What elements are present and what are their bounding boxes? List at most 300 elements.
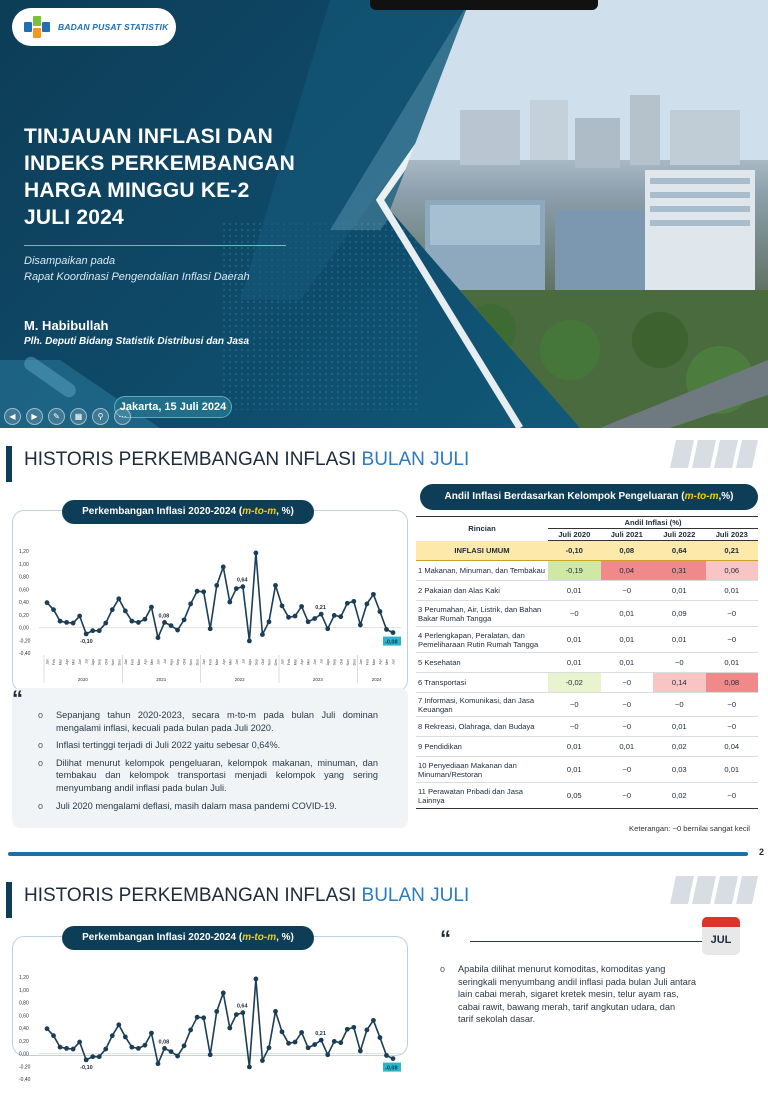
cell: 0,04: [601, 561, 654, 581]
chart-title-em: m-to-m: [242, 506, 277, 517]
data-point: [195, 1015, 200, 1020]
cell: 0,04: [706, 737, 759, 757]
x-tick-label: Apr: [221, 659, 226, 665]
table-row: [416, 673, 758, 693]
cell: ~0: [601, 581, 654, 601]
row-label: 10 Penyediaan Makanan dan Minuman/Restoran: [416, 757, 548, 783]
row-label: 8 Rekreasi, Olahraga, dan Budaya: [416, 717, 548, 737]
cell: 0,31: [653, 561, 706, 581]
cell: ~0: [548, 693, 601, 717]
table-row: [416, 581, 758, 601]
data-point: [267, 619, 272, 624]
slide-title: [24, 449, 469, 471]
col-rincian: Rincian: [416, 517, 548, 541]
x-tick-label: Jul: [319, 659, 324, 664]
y-tick-label: 0,80: [19, 574, 29, 581]
x-tick-label: Nov: [345, 659, 350, 666]
y-tick-label: -0,20: [19, 1064, 31, 1071]
cell: 0,21: [706, 541, 759, 561]
data-point: [345, 1027, 350, 1032]
quote-divider: [470, 941, 702, 942]
x-tick-label: Feb: [208, 659, 213, 666]
data-point: [364, 1028, 369, 1033]
data-point: [201, 589, 206, 594]
x-tick-label: Mar: [293, 659, 298, 666]
data-point: [51, 1033, 56, 1038]
data-point: [371, 592, 376, 597]
data-point: [254, 551, 259, 556]
table-row: [416, 693, 758, 717]
y-tick-label: -0,40: [19, 1077, 31, 1083]
table-row: [416, 737, 758, 757]
bullet-line: o Apabila dilihat menurut komoditas, komoditas yang: [458, 964, 666, 974]
cell: 0,05: [548, 783, 601, 809]
cell: 0,01: [601, 627, 654, 653]
y-tick-label: -0,20: [19, 638, 31, 645]
cell: ~0: [548, 601, 601, 627]
chart-title-pill: [62, 926, 314, 950]
table-title-pill: [420, 484, 758, 510]
data-point: [182, 1043, 187, 1048]
data-point: [143, 1043, 148, 1048]
cell: 0,08: [706, 673, 759, 693]
data-point: [116, 596, 121, 601]
commodity-list: [440, 963, 734, 1026]
data-point: [162, 1046, 167, 1051]
cell: 0,02: [653, 783, 706, 809]
row-label: 1 Makanan, Minuman, dan Tembakau: [416, 561, 548, 581]
data-point: [351, 599, 356, 604]
title-accent-bar: [6, 882, 12, 918]
more-icon[interactable]: ⋯: [114, 408, 131, 425]
row-label: 9 Pendidikan: [416, 737, 548, 757]
x-tick-label: Jul: [84, 659, 89, 664]
table-row: [416, 757, 758, 783]
data-point: [84, 631, 89, 636]
data-point: [247, 638, 252, 643]
table-title-main: Andil Inflasi Berdasarkan Kelompok Pengeluaran (: [444, 491, 685, 502]
data-point: [286, 1041, 291, 1046]
table-row: [416, 627, 758, 653]
data-point: [351, 1025, 356, 1030]
data-point: [214, 583, 219, 588]
data-point: [391, 1056, 396, 1061]
x-tick-label: Okt: [260, 659, 265, 665]
y-tick-label: 0,60: [19, 1013, 29, 1020]
x-tick-label: Des: [352, 659, 357, 666]
cell: -0,10: [548, 541, 601, 561]
title-accent-bar: [6, 446, 12, 482]
inflation-chart-card: [12, 936, 408, 1083]
cell: 0,01: [601, 737, 654, 757]
col-group: Andil Inflasi (%): [548, 517, 758, 529]
data-point: [293, 614, 298, 619]
data-point: [227, 1026, 232, 1031]
slide-title: [24, 885, 469, 907]
bullet-line: tarif sekolah dasar.: [458, 1014, 536, 1025]
data-point: [129, 619, 134, 624]
y-tick-label: 0,00: [19, 625, 29, 632]
data-point: [260, 632, 265, 637]
x-tick-label: Nov: [110, 659, 115, 666]
data-point: [280, 603, 285, 608]
cell: 0,08: [601, 541, 654, 561]
data-point: [371, 1018, 376, 1023]
historis-slide-commodity: [0, 866, 768, 1083]
cell: ~0: [706, 627, 759, 653]
cell: ~0: [548, 717, 601, 737]
data-point: [338, 614, 343, 619]
data-point: [169, 1049, 174, 1054]
bullet-item: [38, 739, 378, 752]
row-label: INFLASI UMUM: [416, 541, 548, 561]
cell: ~0: [601, 673, 654, 693]
data-point: [175, 628, 180, 633]
zoom-icon[interactable]: ⚲: [92, 408, 109, 425]
presented-at: [24, 253, 250, 285]
bullet-item: [38, 800, 378, 813]
cell: ~0: [653, 653, 706, 673]
table-title-tail: ,%): [718, 491, 734, 502]
cell: 0,09: [653, 601, 706, 627]
data-point: [267, 1045, 272, 1050]
table-row-inflasi-umum: [416, 541, 758, 561]
inflation-line-chart: [13, 937, 409, 1119]
col-year: Juli 2021: [601, 529, 654, 541]
data-point: [299, 604, 304, 609]
cell: 0,01: [706, 581, 759, 601]
data-point: [182, 617, 187, 622]
corner-logo-icon: [668, 872, 760, 908]
data-point: [208, 1052, 213, 1057]
cell: 0,01: [548, 737, 601, 757]
data-point: [306, 619, 311, 624]
cell: ~0: [601, 693, 654, 717]
data-point: [312, 616, 317, 621]
title-highlight: BULAN JULI: [361, 449, 470, 470]
next-icon[interactable]: ▶: [26, 408, 43, 425]
col-year: Juli 2022: [653, 529, 706, 541]
data-point: [240, 584, 245, 589]
data-point: [143, 617, 148, 622]
x-tick-label: Jun: [391, 659, 396, 665]
data-point: [71, 1047, 76, 1052]
x-tick-label: Sep: [254, 659, 259, 666]
y-tick-label: 0,40: [19, 1026, 29, 1032]
x-tick-label: Feb: [52, 659, 57, 666]
data-point: [195, 589, 200, 594]
pen-icon[interactable]: ✎: [48, 408, 65, 425]
x-tick-label: Okt: [339, 659, 344, 665]
data-point: [358, 1049, 363, 1054]
slides-icon[interactable]: ▦: [70, 408, 87, 425]
x-tick-label: Agu: [326, 659, 331, 666]
prev-icon[interactable]: ◀: [4, 408, 21, 425]
x-tick-label: Agu: [169, 659, 174, 666]
data-point: [201, 1015, 206, 1020]
bullet-line: seringkali menyumbang andil inflasi pada bulan Juli antara: [458, 976, 697, 987]
data-point: [116, 1022, 121, 1027]
presenter-name: M. Habibullah: [24, 318, 109, 333]
presented-event: Rapat Koordinasi Pengendalian Inflasi Daerah: [24, 271, 250, 283]
x-tick-label: Apr: [143, 659, 148, 665]
data-point: [169, 623, 174, 628]
data-point: [280, 1029, 285, 1034]
row-label: 11 Perawatan Pribadi dan Jasa Lainnya: [416, 783, 548, 809]
calendar-icon: JUL: [702, 917, 740, 955]
x-tick-label: Agu: [91, 659, 96, 666]
x-tick-label: Jun: [313, 659, 318, 665]
table-row: [416, 653, 758, 673]
x-tick-label: Okt: [104, 659, 109, 665]
bullet-line: cabai rawit, bawang merah, tarif angkutan udara, dan: [458, 1001, 676, 1012]
slide-controls: [4, 408, 131, 425]
y-tick-label: 0,80: [19, 1000, 29, 1007]
data-point: [319, 612, 324, 617]
chart-title-pill: [62, 500, 314, 524]
y-tick-label: 1,20: [19, 975, 29, 981]
cell: -0,19: [548, 561, 601, 581]
bps-logo: [12, 8, 176, 46]
data-point: [384, 627, 389, 632]
data-point: [90, 1054, 95, 1059]
x-tick-label: Jun: [78, 659, 83, 665]
cell: ~0: [706, 717, 759, 737]
chart-title-main: Perkembangan Inflasi 2020-2024 (: [82, 932, 243, 943]
corner-logo-icon: [668, 436, 760, 472]
data-point: [332, 1039, 337, 1044]
cell: 0,01: [548, 581, 601, 601]
data-point: [51, 607, 56, 612]
bullet-text: Inflasi tertinggi terjadi di Juli 2022 yaitu sebesar 0,64%.: [56, 740, 281, 751]
data-point: [306, 1045, 311, 1050]
x-tick-label: Apr: [378, 659, 383, 665]
title-slide: [0, 0, 768, 428]
data-point: [58, 1045, 63, 1050]
presentation-date: Jakarta, 15 Juli 2024: [114, 396, 232, 418]
data-point: [325, 626, 330, 631]
x-tick-label: Feb: [365, 659, 370, 666]
point-label: -0,10: [80, 638, 93, 645]
data-point: [97, 1054, 102, 1059]
historis-slide: [0, 430, 768, 862]
title-highlight: BULAN JULI: [361, 885, 470, 906]
row-label: 3 Perumahan, Air, Listrik, dan Bahan Bakar Rumah Tangga: [416, 601, 548, 627]
x-tick-label: Agu: [247, 659, 252, 666]
x-group-label: 2024: [371, 677, 382, 682]
point-label: 0,08: [158, 1039, 170, 1046]
cell: 0,01: [601, 601, 654, 627]
x-tick-label: Mar: [58, 659, 63, 666]
cell: 0,01: [653, 627, 706, 653]
data-point: [364, 602, 369, 607]
data-point: [227, 600, 232, 605]
title-divider: [24, 245, 286, 246]
title-line: JULI 2024: [24, 206, 124, 229]
table-row: [416, 717, 758, 737]
cell: ~0: [706, 693, 759, 717]
title-main: HISTORIS PERKEMBANGAN INFLASI: [24, 885, 362, 906]
data-point: [84, 1057, 89, 1062]
cell: 0,01: [601, 653, 654, 673]
data-point: [260, 1058, 265, 1063]
x-tick-label: Des: [195, 659, 200, 666]
x-group-label: 2020: [77, 677, 88, 682]
point-label: 0,21: [315, 1031, 326, 1038]
chart-title-main: Perkembangan Inflasi 2020-2024 (: [82, 506, 243, 517]
data-point: [188, 1028, 193, 1033]
point-label: 0,21: [315, 605, 326, 612]
data-point: [221, 565, 226, 570]
data-point: [358, 623, 363, 628]
x-tick-label: Jan: [358, 659, 363, 665]
point-label: -0,10: [80, 1064, 93, 1071]
point-label: 0,64: [236, 1003, 248, 1010]
x-tick-label: Mei: [228, 659, 233, 665]
data-point: [123, 1035, 128, 1040]
cell: 0,01: [548, 653, 601, 673]
x-tick-label: Mei: [71, 659, 76, 665]
data-point: [156, 1061, 161, 1066]
quote-icon: “: [12, 686, 23, 711]
col-year: Juli 2020: [548, 529, 601, 541]
x-group-label: 2023: [312, 677, 323, 682]
data-point: [149, 605, 154, 610]
data-point: [64, 1046, 69, 1051]
x-tick-label: Jan: [45, 659, 50, 665]
presented-label: Disampaikan pada: [24, 255, 116, 267]
cell: ~0: [706, 783, 759, 809]
data-point: [234, 586, 239, 591]
x-tick-label: Mar: [136, 659, 141, 666]
col-year: Juli 2023: [706, 529, 759, 541]
y-tick-label: 1,00: [19, 561, 29, 568]
inflation-line-chart: [13, 511, 409, 693]
data-point: [110, 1033, 115, 1038]
row-label: 2 Pakaian dan Alas Kaki: [416, 581, 548, 601]
x-tick-label: Mar: [215, 659, 220, 666]
data-point: [175, 1054, 180, 1059]
data-point: [234, 1012, 239, 1017]
cell: ~0: [601, 717, 654, 737]
data-point: [45, 1026, 50, 1031]
data-point: [129, 1045, 134, 1050]
x-tick-label: Nov: [189, 659, 194, 666]
x-tick-label: Mei: [384, 659, 389, 665]
bullet-text: Juli 2020 mengalami deflasi, masih dalam masa pandemi COVID-19.: [56, 800, 337, 811]
row-label: 6 Transportasi: [416, 673, 548, 693]
x-tick-label: Apr: [65, 659, 70, 665]
table-row: [416, 561, 758, 581]
data-point: [273, 1009, 278, 1014]
data-point: [71, 621, 76, 626]
data-point: [221, 991, 226, 996]
x-group-label: 2021: [156, 677, 167, 682]
data-point: [319, 1038, 324, 1043]
data-point: [136, 1046, 141, 1051]
data-point: [208, 626, 213, 631]
bullet-text: Sepanjang tahun 2020-2023, secara m-to-m pada bulan Juli dominan mengalami inflasi, kecuali pada bulan pada Juli 2020.: [56, 710, 378, 733]
x-tick-label: Sep: [97, 659, 102, 666]
x-tick-label: Jun: [234, 659, 239, 665]
title-line: HARGA MINGGU KE-2: [24, 179, 250, 202]
bps-logo-icon: [24, 16, 52, 38]
point-label: 0,08: [158, 613, 170, 620]
cell: 0,01: [706, 653, 759, 673]
data-point: [254, 977, 259, 982]
y-tick-label: 1,00: [19, 987, 29, 994]
cell: 0,64: [653, 541, 706, 561]
data-point: [64, 620, 69, 625]
table-row: [416, 601, 758, 627]
data-point: [345, 601, 350, 606]
data-point: [247, 1064, 252, 1069]
title-main: HISTORIS PERKEMBANGAN INFLASI: [24, 449, 362, 470]
data-point: [338, 1040, 343, 1045]
quote-icon: “: [440, 926, 451, 951]
x-tick-label: Jan: [202, 659, 207, 665]
data-point: [136, 620, 141, 625]
x-group-label: 2022: [234, 677, 245, 682]
data-point: [384, 1053, 389, 1058]
point-label: -0,08: [385, 1065, 398, 1072]
y-tick-label: -0,40: [19, 651, 31, 657]
row-label: 4 Perlengkapan, Peralatan, dan Pemeliharaan Rutin Rumah Tangga: [416, 627, 548, 653]
table-title-em: m-to-m: [684, 491, 719, 502]
data-point: [188, 602, 193, 607]
inflation-chart-card: [12, 510, 408, 692]
data-point: [97, 628, 102, 633]
point-label: -0,08: [385, 639, 398, 646]
data-point: [273, 583, 278, 588]
data-point: [149, 1031, 154, 1036]
x-tick-label: Mei: [149, 659, 154, 665]
x-tick-label: Des: [117, 659, 122, 666]
table-row: [416, 783, 758, 809]
data-point: [103, 621, 108, 626]
chart-title-tail: , %): [276, 506, 294, 517]
contribution-table: [416, 516, 758, 809]
x-tick-label: Jun: [156, 659, 161, 665]
table-header-row: [416, 517, 758, 529]
bps-logo-text: BADAN PUSAT STATISTIK: [58, 22, 169, 32]
cell: -0,02: [548, 673, 601, 693]
bullet-item: [440, 963, 734, 1026]
data-point: [45, 600, 50, 605]
presentation-toolbar: [370, 0, 598, 10]
data-point: [110, 607, 115, 612]
chart-title-tail: , %): [276, 932, 294, 943]
x-tick-label: Sep: [176, 659, 181, 666]
cell: ~0: [601, 783, 654, 809]
cell: 0,06: [706, 561, 759, 581]
cell: 0,01: [653, 581, 706, 601]
cell: 0,03: [653, 757, 706, 783]
page-number: 2: [758, 847, 764, 857]
bullet-text: Dilihat menurut kelompok pengeluaran, kelompok makanan, minuman, dan tembakau dan kelompok transportasi menjadi kelompok yang sering menyumbang andil inflasi pada bulan Juli.: [56, 757, 378, 793]
y-tick-label: 1,20: [19, 549, 29, 555]
data-point: [312, 1042, 317, 1047]
bullet-item: [38, 709, 378, 734]
chart-title-em: m-to-m: [242, 932, 277, 943]
cell: 0,01: [653, 717, 706, 737]
point-label: 0,64: [236, 577, 248, 584]
data-point: [77, 614, 82, 619]
y-tick-label: 0,20: [19, 1038, 29, 1045]
data-point: [214, 1009, 219, 1014]
cell: ~0: [601, 757, 654, 783]
x-tick-label: Nov: [267, 659, 272, 666]
